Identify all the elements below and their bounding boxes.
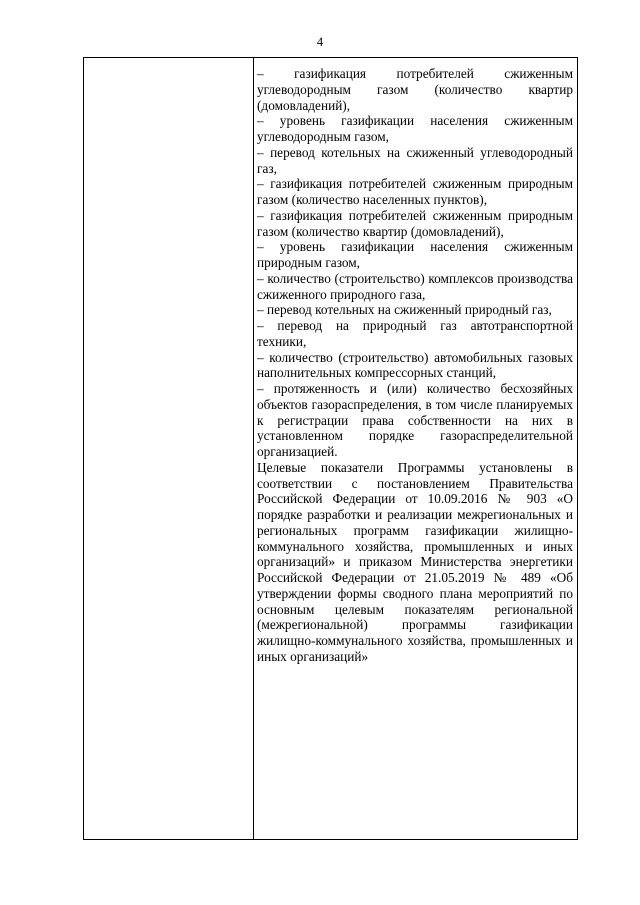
indicator-item: – количество (строительство) комплексов производства сжиженного природного газа,	[257, 270, 573, 302]
indicator-item: – протяженность и (или) количество бесхозяйных объектов газораспределения, в том числе планируемых к регистрации права собственности на них в установленном порядке газораспределительной организацией.	[257, 381, 573, 459]
indicator-item: – уровень газификации населения сжиженным углеводородным газом,	[257, 113, 573, 144]
indicator-item: – газификация потребителей сжиженным природным газом (количество населенных пунктов),	[257, 176, 573, 207]
table-left-cell	[84, 58, 254, 839]
indicator-item: – перевод котельных на сжиженный природный газ,	[257, 302, 552, 318]
document-table	[83, 57, 578, 840]
indicator-item: – перевод котельных на сжиженный углеводородный газ,	[257, 144, 573, 176]
indicator-item: – уровень газификации населения сжиженным природным газом,	[257, 239, 573, 270]
indicator-item: – газификация потребителей сжиженным углеводородным газом (количество квартир (домовладений),	[257, 66, 573, 113]
closing-paragraph: Целевые показатели Программы установлены в соответствии с постановлением Правительства Российской Федерации от 10.09.2016 № 903 «О порядке разработки и реализации межрегиональных и региональных программ газификации жилищно-коммунального хозяйства, промышленных и иных организаций» и приказом Министерства энергетики Российской Федерации от 21.05.2019 № 489 «Об утверждении формы сводного плана мероприятий по основным целевым показателям региональной (межрегиональной) программы газификации жилищно-коммунального хозяйства, промышленных и иных организаций»	[257, 459, 573, 664]
indicator-item: – перевод на природный газ автотранспортной техники,	[257, 318, 573, 349]
table-right-cell	[257, 66, 573, 665]
page-number: 4	[316, 35, 324, 49]
indicator-item: – газификация потребителей сжиженным природным газом (количество квартир (домовладений),	[257, 207, 573, 239]
indicator-item: – количество (строительство) автомобильных газовых наполнительных компрессорных станций,	[257, 349, 573, 381]
